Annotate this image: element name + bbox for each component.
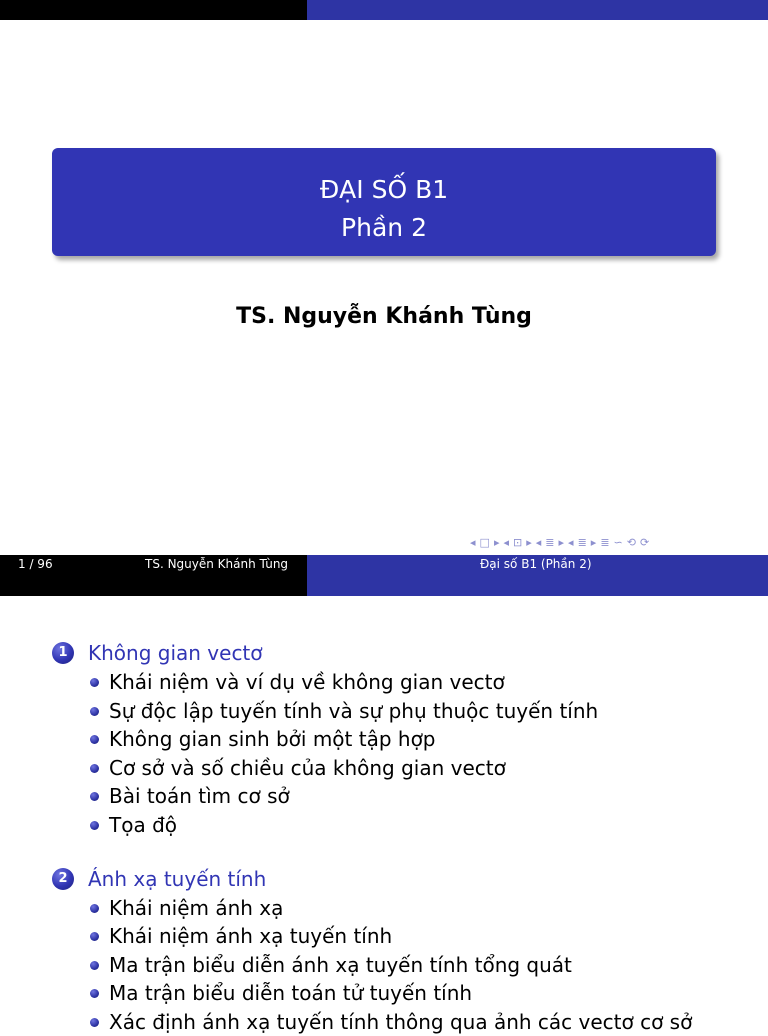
toc-section-1[interactable] — [52, 639, 263, 667]
nav-frame-icon[interactable]: ⊡ — [513, 536, 523, 549]
nav-forward-icon[interactable]: ⟳ — [639, 536, 650, 549]
footer-right — [307, 555, 768, 596]
nav-next-subsection-icon[interactable]: ▸ — [558, 536, 565, 549]
bullet-icon — [90, 932, 99, 941]
list-item-label: Xác định ánh xạ tuyến tính thông qua ảnh các vectơ cơ sở — [109, 1010, 693, 1034]
footer-bar — [0, 555, 768, 596]
section-number-ball: 2 — [52, 868, 74, 890]
footer-course: Đại số B1 (Phần 2) — [480, 557, 592, 571]
list-item[interactable] — [90, 668, 505, 696]
list-item-label: Ma trận biểu diễn ánh xạ tuyến tính tổng quát — [109, 953, 572, 977]
bullet-icon — [90, 678, 99, 687]
nav-slide-icon[interactable]: □ — [479, 536, 490, 549]
nav-subsection-icon[interactable]: ≣ — [545, 536, 555, 549]
section-title: Ánh xạ tuyến tính — [88, 867, 267, 891]
slide-title: ĐẠI SỐ B1 — [319, 175, 449, 204]
nav-back-icon[interactable]: ⟲ — [626, 536, 636, 549]
list-item-label: Khái niệm ánh xạ tuyến tính — [109, 924, 393, 948]
bullet-icon — [90, 1018, 99, 1027]
title-block — [52, 148, 716, 256]
bullet-icon — [90, 764, 99, 773]
beamer-navigation-symbols — [470, 535, 765, 551]
toc-section-2[interactable] — [52, 865, 266, 893]
nav-prev-frame-icon[interactable]: ◂ — [503, 536, 509, 549]
list-item[interactable] — [90, 1008, 692, 1036]
section-title: Không gian vectơ — [88, 641, 263, 665]
top-header-bar — [0, 0, 768, 20]
list-item[interactable] — [90, 922, 392, 950]
list-item[interactable] — [90, 979, 472, 1007]
bullet-icon — [90, 735, 99, 744]
page-counter: 1 / 96 — [18, 557, 53, 571]
list-item-label: Khái niệm và ví dụ về không gian vectơ — [109, 670, 505, 694]
bullet-icon — [90, 961, 99, 970]
slide-subtitle: Phần 2 — [341, 213, 427, 242]
nav-document-icon[interactable]: ≣ — [600, 536, 610, 549]
list-item[interactable] — [90, 951, 572, 979]
list-item[interactable] — [90, 894, 283, 922]
nav-next-frame-icon[interactable]: ▸ — [526, 536, 532, 549]
nav-next-section-icon[interactable]: ▸ — [590, 536, 597, 549]
nav-prev-subsection-icon[interactable]: ◂ — [535, 536, 542, 549]
nav-next-slide-icon[interactable]: ▸ — [493, 536, 500, 549]
list-item[interactable] — [90, 754, 506, 782]
nav-search-icon[interactable]: ∽ — [613, 536, 623, 549]
list-item-label: Ma trận biểu diễn toán tử tuyến tính — [109, 981, 473, 1005]
nav-prev-section-icon[interactable]: ◂ — [568, 536, 574, 549]
section-number-ball: 1 — [52, 642, 74, 664]
list-item[interactable] — [90, 811, 177, 839]
list-item[interactable] — [90, 725, 436, 753]
bullet-icon — [90, 792, 99, 801]
list-item-label: Sự độc lập tuyến tính và sự phụ thuộc tuyến tính — [109, 699, 599, 723]
nav-prev-slide-icon[interactable]: ◂ — [470, 536, 476, 549]
bullet-icon — [90, 707, 99, 716]
author-name: TS. Nguyễn Khánh Tùng — [236, 304, 532, 329]
footer-left — [0, 555, 307, 596]
list-item[interactable] — [90, 697, 598, 725]
footer-author: TS. Nguyễn Khánh Tùng — [145, 557, 289, 571]
top-header-left — [0, 0, 307, 20]
top-header-right — [307, 0, 768, 20]
bullet-icon — [90, 821, 99, 830]
list-item-label: Bài toán tìm cơ sở — [109, 784, 290, 808]
list-item-label: Khái niệm ánh xạ — [109, 896, 284, 920]
bullet-icon — [90, 904, 99, 913]
list-item-label: Tọa độ — [109, 813, 177, 837]
list-item-label: Cơ sở và số chiều của không gian vectơ — [109, 756, 506, 780]
bullet-icon — [90, 989, 99, 998]
list-item-label: Không gian sinh bởi một tập hợp — [109, 727, 436, 751]
nav-section-icon[interactable]: ≣ — [577, 536, 587, 549]
list-item[interactable] — [90, 782, 290, 810]
